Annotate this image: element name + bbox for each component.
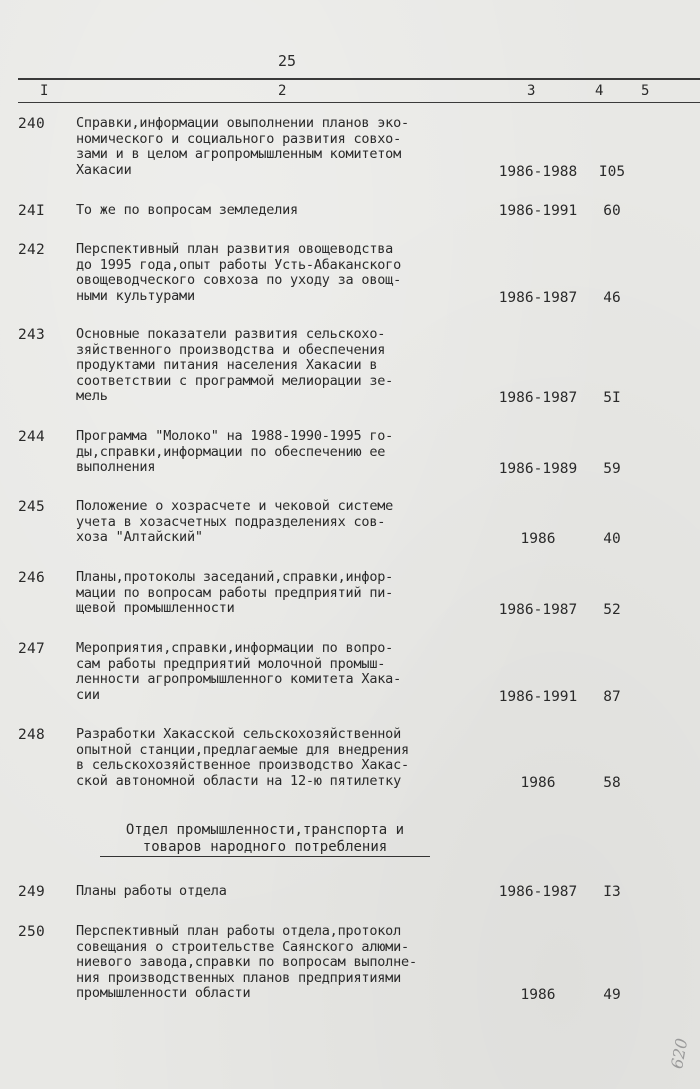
entry-dates: 1986-1987 [498,602,578,618]
entry-dates: 1986-1989 [498,461,578,477]
entry-number: 242 [18,242,46,258]
entry-title: Перспективный план развития овощеводства до 1995 года,опыт работы Усть-Абаканского овощеводческого совхоза по уходу за овощ- ными культурами [76,241,402,304]
entry-sheets: I3 [603,884,621,900]
column-header-5: 5 [641,83,650,99]
entry-dates: 1986 [520,531,556,547]
entry-title: Разработки Хакасской сельскохозяйственной опытной станции,предлагаемые для внедрения в сельскохозяйственное производство Хакас- ской автономной области на 12-ю пятилетку [76,726,409,789]
entry-title: Планы,протоколы заседаний,справки,инфор- мации по вопросам работы предприятий пи- щевой промышленности [76,569,394,616]
entry-dates: 1986-1988 [498,164,578,180]
entry-title: Положение о хозрасчете и чековой системе учета в хозасчетных подразделениях сов- хоза "Алтайский" [76,498,394,545]
entry-title: Справки,информации овыполнении планов эко- номического и социального развития совхо- зами и в целом агропромышленным комитетом Хакасии [76,115,409,178]
column-header-3: 3 [527,83,536,99]
entry-sheets: 52 [603,602,621,618]
section-heading: Отдел промышленности,транспорта и товаров народного потребления [125,822,405,855]
entry-title: Перспективный план работы отдела,протокол совещания о строительстве Саянского алюми- ниевого завода,справки по вопросам выполне- ния производственных планов предприятиями промышленности области [76,923,417,1001]
entry-number: 247 [18,641,46,657]
entry-number: 245 [18,499,46,515]
entry-sheets: 40 [603,531,621,547]
page-number: 25 [278,52,297,70]
entry-dates: 1986 [520,987,556,1003]
entry-dates: 1986-1987 [498,884,578,900]
column-header-2: 2 [278,83,287,99]
column-header-1: I [40,83,49,99]
entry-sheets: I05 [598,164,626,180]
header-rule-top [18,78,700,80]
entry-title: Мероприятия,справки,информации по вопро- сам работы предприятий молочной промыш- ленности агропромышленного комитета Хака- сии [76,640,402,703]
entry-dates: 1986-1991 [498,203,578,219]
entry-number: 24I [18,203,46,219]
entry-number: 240 [18,116,46,132]
entry-title: То же по вопросам земледелия [76,202,298,218]
entry-sheets: 59 [603,461,621,477]
entry-sheets: 46 [603,290,621,306]
entry-sheets: 87 [603,689,621,705]
entry-sheets: 58 [603,775,621,791]
entry-number: 250 [18,924,46,940]
entry-number: 246 [18,570,46,586]
section-heading-underline [100,856,430,857]
entry-sheets: 5I [603,390,621,406]
entry-dates: 1986-1987 [498,390,578,406]
entry-title: Программа "Молоко" на 1988-1990-1995 го- ды,справки,информации по обеспечению ее выполнения [76,428,394,475]
entry-dates: 1986-1991 [498,689,578,705]
entry-title: Планы работы отдела [76,883,227,899]
entry-sheets: 49 [603,987,621,1003]
entry-number: 248 [18,727,46,743]
header-rule-bottom [18,102,700,103]
entry-number: 249 [18,884,46,900]
entry-sheets: 60 [603,203,621,219]
entry-number: 243 [18,327,46,343]
column-header-4: 4 [595,83,604,99]
entry-number: 244 [18,429,46,445]
entry-title: Основные показатели развития сельскохо- зяйственного производства и обеспечения продуктами питания населения Хакасии в соответствии с программой мелиорации зе- мель [76,326,394,404]
entry-dates: 1986 [520,775,556,791]
entry-dates: 1986-1987 [498,290,578,306]
handwritten-margin-note: 620 [667,1036,692,1071]
